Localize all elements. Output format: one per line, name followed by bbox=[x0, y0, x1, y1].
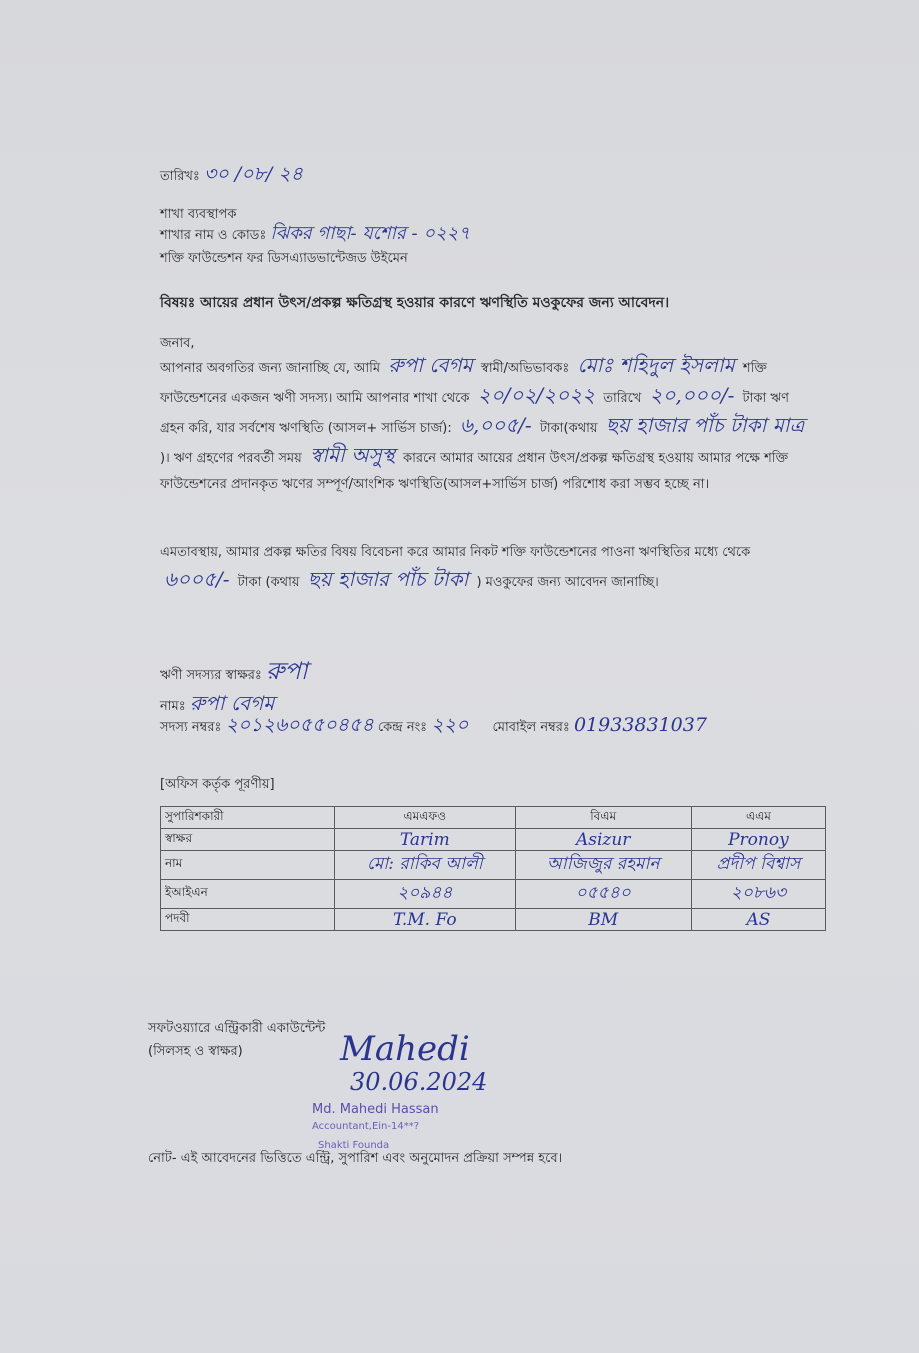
loan-date: ২০/০২/২০২২ bbox=[477, 383, 596, 407]
paragraph-1: আপনার অবগতির জন্য জানাচ্ছি যে, আমি রুপা বেগম স্বামী/অভিভাবকঃ মোঃ শহিদুল ইসলাম শক্তি ফাউন্ডেশনের একজন ঋণী সদস্য। আমি আপনার শাখা থেকে ২০/০২/২০২২ তারিখে ২০,০০০/- টাকা ঋণ গ্রহন করি, যার সর্বশেষ ঋণস্থিতি (আসল+ সার্ভিস চার্জ): ৬,০০৫/- টাকা(কথায় ছয় হাজার পাঁচ টাকা মাত্র )। ঋণ গ্রহণের পরবর্তী সময় স্বামী অসুস্থ কারনে আমার আয়ের প্রধান উৎস/প্রকল্প ক্ষতিগ্রস্থ হওয়ায় আমার পক্ষে শক্তি ফাউন্ডেশনের প্রদানকৃত ঋণের সম্পূর্ণ/আংশিক ঋণস্থিতি(আসল+সার্ভিস চার্জ) পরিশোধ করা সম্ভব হচ্ছে না। bbox=[160, 352, 810, 498]
to-line-3: শক্তি ফাউন্ডেশন ফর ডিসএ্যাডভান্টেজড উইমেন bbox=[160, 251, 408, 266]
accountant-stamp-title: Accountant,Ein-14**? bbox=[312, 1121, 420, 1132]
mfo-signature: Tarim bbox=[399, 829, 450, 850]
guardian-name: মোঃ শহিদুল ইসলাম bbox=[577, 353, 735, 377]
date-line bbox=[160, 165, 303, 186]
loan-amount: ২০,০০০/- bbox=[649, 383, 735, 407]
member-name-line: নামঃ রুপা বেগম bbox=[160, 691, 275, 715]
table-row: পদবী T.M. Fo BM AS bbox=[161, 909, 826, 931]
header-mfo: এমএফও bbox=[335, 807, 516, 829]
table-row: ইআইএন ২০৯৪৪ ০৫৫৪০ ২০৮৬৩ bbox=[161, 880, 826, 909]
branch-label: শাখার নাম ও কোডঃ bbox=[160, 228, 267, 243]
date-value: ৩০ /০৮/ ২৪ bbox=[204, 163, 303, 185]
am-signature: Pronoy bbox=[728, 829, 789, 850]
approval-table bbox=[160, 806, 826, 931]
accountant-date: 30.06.2024 bbox=[350, 1068, 488, 1096]
waiver-amount: ৬০০৫/- bbox=[164, 567, 230, 591]
header-am: এএম bbox=[691, 807, 825, 829]
branch-value: ঝিকর গাছা- যশোর - ০২২৭ bbox=[270, 223, 471, 244]
member-number-line: সদস্য নম্বরঃ ২০১২৬০৫৫০৪৫৪ কেন্দ্র নংঃ ২২০ মোবাইল নম্বরঃ 01933831037 bbox=[160, 714, 707, 736]
member-signature: রুপা bbox=[265, 657, 308, 685]
mobile-number: 01933831037 bbox=[573, 714, 707, 736]
center-number: ২২০ bbox=[431, 714, 469, 736]
member-name: রুপা বেগম bbox=[189, 691, 275, 715]
accountant-signature: Mahedi bbox=[340, 1029, 470, 1069]
date-label: তারিখঃ bbox=[160, 169, 200, 184]
damage-reason: স্বামী অসুস্থ bbox=[309, 443, 395, 467]
subject-line: বিষয়ঃ আয়ের প্রধান উৎস/প্রকল্প ক্ষতিগ্রস্থ হওয়ার কারণে ঋণস্থিতি মওকুফের জন্য আবেদন। bbox=[160, 295, 670, 311]
table-row: নাম মো: রাকিব আলী আজিজুর রহমান প্রদীপ বিশ্বাস bbox=[161, 851, 826, 880]
header-recommender: সুপারিশকারী bbox=[161, 807, 335, 829]
header-bm: বিএম bbox=[515, 807, 691, 829]
accountant-label: সফটওয়্যারে এন্ট্রিকারী একাউন্টেন্ট bbox=[148, 1021, 326, 1036]
office-use-label: [অফিস কর্তৃক পূরণীয়] bbox=[160, 777, 275, 792]
to-line-2 bbox=[160, 225, 470, 245]
accountant-stamp-org: Shakti Founda bbox=[318, 1140, 390, 1151]
member-signature-line: ঋণী সদস্যর স্বাক্ষরঃ রুপা bbox=[160, 657, 308, 685]
bm-signature: Asizur bbox=[575, 829, 631, 850]
applicant-name: রুপা বেগম bbox=[388, 353, 473, 377]
paragraph-2: এমতাবস্থায়, আমার প্রকল্প ক্ষতির বিষয় বিবেচনা করে আমার নিকট শক্তি ফাউন্ডেশনের পাওনা ঋণস্থিতির মধ্যে থেকে ৬০০৫/- টাকা (কথায় ছয় হাজার পাঁচ টাকা ) মওকুফের জন্য আবেদন জানাচ্ছি। bbox=[160, 545, 751, 591]
waiver-words: ছয় হাজার পাঁচ টাকা bbox=[307, 567, 469, 591]
to-line-1: শাখা ব্যবস্থাপক bbox=[160, 207, 237, 222]
member-number: ২০১২৬০৫৫০৪৫৪ bbox=[225, 714, 374, 736]
accountant-sub-label: (সিলসহ ও স্বাক্ষর) bbox=[148, 1044, 243, 1059]
outstanding-amount: ৬,০০৫/- bbox=[459, 413, 532, 437]
table-header-row bbox=[161, 807, 826, 829]
outstanding-words: ছয় হাজার পাঁচ টাকা মাত্র bbox=[605, 413, 805, 437]
accountant-stamp-name: Md. Mahedi Hassan bbox=[312, 1102, 439, 1117]
footer-note: নোট- এই আবেদনের ভিত্তিতে এন্ট্রি, সুপারিশ এবং অনুমোদন প্রক্রিয়া সম্পন্ন হবে। bbox=[148, 1151, 563, 1166]
table-row: স্বাক্ষর Tarim Asizur Pronoy bbox=[161, 829, 826, 851]
salutation: জনাব, bbox=[160, 336, 195, 351]
